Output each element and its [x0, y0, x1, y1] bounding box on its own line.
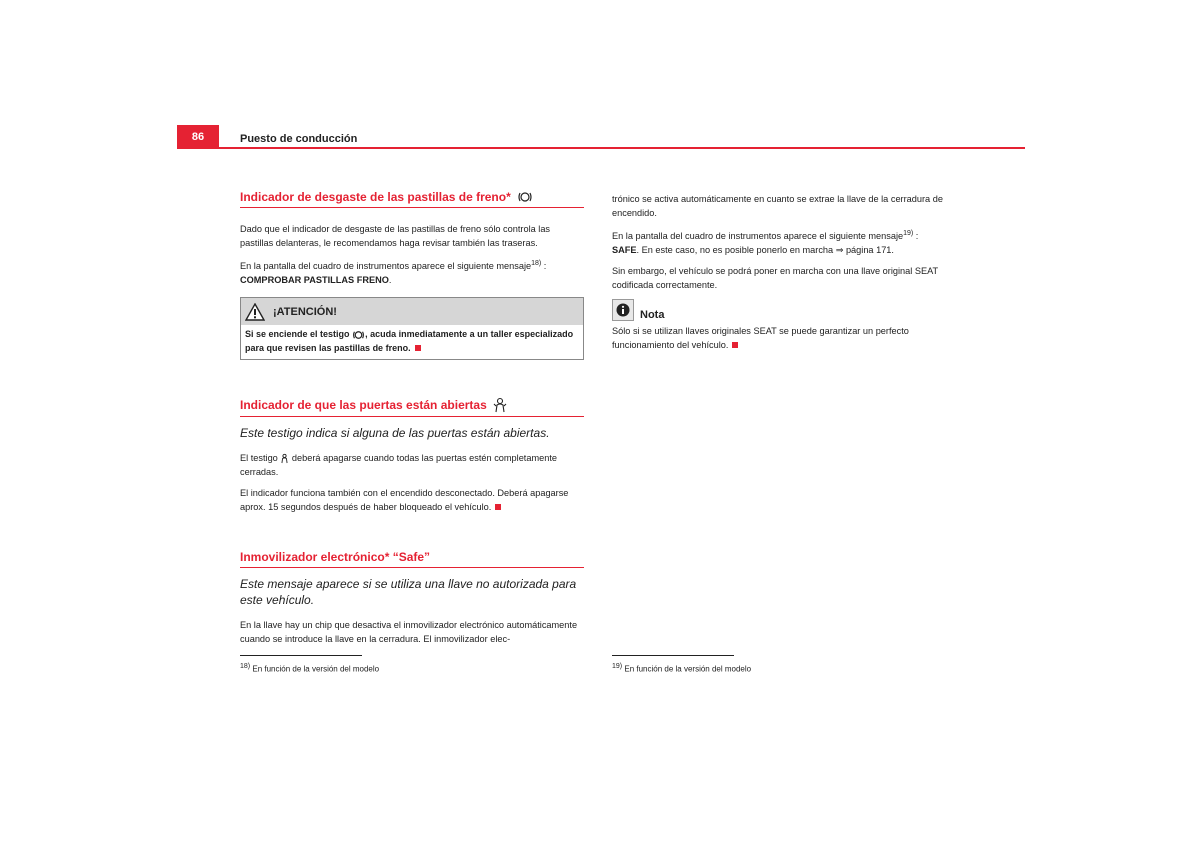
footnote-rule — [240, 655, 362, 656]
text: En la pantalla del cuadro de instrumentos aparece el siguiente mensaje — [240, 261, 532, 272]
text: . En este caso, no es posible ponerlo en marcha ⇒ página 171. — [636, 245, 894, 256]
chapter-title: Puesto de conducción — [240, 133, 358, 145]
warning-text — [241, 325, 583, 359]
right-column — [612, 192, 958, 359]
footnote-rule — [612, 655, 734, 656]
note-text — [612, 324, 958, 352]
warning-box — [240, 297, 584, 360]
section-title-text: Inmovilizador electrónico* “Safe” — [240, 549, 431, 564]
warning-triangle-icon — [245, 303, 265, 321]
warning-header — [241, 298, 583, 325]
footnote-number: 18) — [240, 663, 251, 670]
section-title-brake-wear — [240, 190, 584, 208]
text: Sólo si se utilizan llaves originales SEAT se puede garantizar un perfecto funcionamiento del vehículo. — [612, 326, 909, 351]
section-title-doors — [240, 397, 584, 417]
paragraph: En la llave hay un chip que desactiva el inmovilizador electrónico automáticamente cuando se introduce la llave en la cerradura. El inmovilizador elec- — [240, 619, 578, 644]
header-rule — [219, 147, 1025, 149]
left-column — [240, 190, 584, 653]
text: Si se enciende el testigo — [245, 329, 350, 340]
footnote — [240, 663, 379, 674]
info-icon — [612, 299, 634, 321]
brake-pad-icon — [352, 330, 365, 340]
end-mark-icon — [415, 345, 421, 351]
footnote-text: En función de la versión del modelo — [624, 664, 752, 674]
paragraph — [240, 451, 584, 479]
text: , acuda inmediatamente a un taller especializado para que revisen las pastillas de freno. — [245, 329, 574, 354]
text: El indicador funciona también con el encendido desconectado. Deberá apagarse aprox. 15 segundos después de haber bloqueado el vehículo. — [240, 487, 569, 512]
text: El testigo — [240, 452, 278, 463]
footnote-ref: 19) — [903, 230, 914, 237]
section-title-immobilizer — [240, 550, 584, 568]
message-text: COMPROBAR PASTILLAS FRENO — [240, 275, 389, 286]
paragraph: Dado que el indicador de desgaste de las pastillas de freno sólo controla las pastillas delanteras, le recomendamos haga revisar también las traseras. — [240, 224, 551, 248]
door-open-icon — [280, 453, 289, 464]
section-title-text: Indicador de desgaste de las pastillas de freno* — [240, 190, 511, 204]
paragraph: trónico se activa automáticamente en cuanto se extrae la llave de la cerradura de encendido. — [612, 194, 943, 218]
text: . — [388, 275, 392, 286]
footnote-number: 19) — [612, 663, 623, 670]
note-label: Nota — [640, 309, 665, 322]
brake-pad-icon — [517, 191, 533, 203]
paragraph — [612, 227, 958, 257]
paragraph: Sin embargo, el vehículo se podrá poner en marcha con una llave original SEAT codificada correctamente. — [612, 266, 939, 291]
text: : — [913, 231, 919, 242]
end-mark-icon — [732, 342, 738, 348]
door-open-icon — [493, 397, 507, 413]
text: : — [541, 261, 547, 272]
note-header — [612, 299, 958, 321]
text: deberá apagarse cuando todas las puertas estén completamente cerradas. — [240, 452, 558, 477]
section-lead: Este mensaje aparece si se utiliza una llave no autorizada para este vehículo. — [240, 576, 577, 608]
paragraph — [240, 486, 584, 514]
section-title-text: Indicador de que las puertas están abiertas — [240, 398, 487, 413]
footnote — [612, 663, 751, 674]
section-lead: Este testigo indica si alguna de las puertas están abiertas. — [240, 426, 550, 441]
warning-title: ¡ATENCIÓN! — [273, 305, 337, 318]
footnote-text: En función de la versión del modelo — [252, 664, 380, 674]
text: En la pantalla del cuadro de instrumentos aparece el siguiente mensaje — [612, 231, 904, 242]
paragraph — [240, 257, 584, 287]
end-mark-icon — [495, 504, 501, 510]
footnote-ref: 18) — [531, 260, 542, 267]
page-number: 86 — [177, 125, 219, 149]
message-text: SAFE — [612, 245, 637, 256]
